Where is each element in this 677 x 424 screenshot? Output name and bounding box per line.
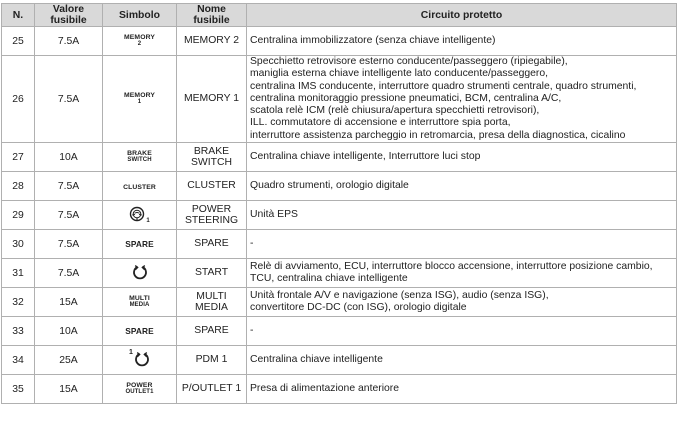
fuse-value: 10A xyxy=(35,317,103,346)
header-num: N. xyxy=(2,4,35,27)
fuse-value: 7.5A xyxy=(35,172,103,201)
table-row xyxy=(2,375,677,404)
header-nome: Nome fusibile xyxy=(177,4,247,27)
fuse-number: 25 xyxy=(2,27,35,56)
fuse-symbol xyxy=(103,27,177,56)
fuse-symbol: 1 xyxy=(103,201,177,230)
fuse-name: POWER STEERING xyxy=(177,201,247,230)
fuse-table xyxy=(1,3,677,404)
protected-circuit: Centralina chiave intelligente, Interruttore luci stop xyxy=(247,143,677,172)
power-cycle-icon xyxy=(134,351,150,367)
fuse-symbol xyxy=(103,230,177,259)
symbol-label: SPARE xyxy=(125,325,154,336)
fuse-number: 32 xyxy=(2,288,35,317)
fuse-number: 29 xyxy=(2,201,35,230)
protected-circuit: Unità EPS xyxy=(247,201,677,230)
fuse-name: P/OUTLET 1 xyxy=(177,375,247,404)
steering-wheel-icon xyxy=(129,206,145,222)
fuse-symbol xyxy=(103,346,177,375)
symbol-label: SPARE xyxy=(125,238,154,249)
fuse-name: BRAKE SWITCH xyxy=(177,143,247,172)
table-row xyxy=(2,27,677,56)
table-row xyxy=(2,346,677,375)
fuse-name: PDM 1 xyxy=(177,346,247,375)
fuse-name: CLUSTER xyxy=(177,172,247,201)
table-row xyxy=(2,172,677,201)
fuse-name: MEMORY 2 xyxy=(177,27,247,56)
table-row xyxy=(2,143,677,172)
table-row xyxy=(2,259,677,288)
symbol-label: CLUSTER xyxy=(123,183,156,191)
fuse-value: 10A xyxy=(35,143,103,172)
protected-circuit: Unità frontale A/V e navigazione (senza ISG), audio (senza ISG), convertitore DC-DC (con ISG), orologio digitale xyxy=(247,288,677,317)
header-simbolo: Simbolo xyxy=(103,4,177,27)
symbol-label: MEMORY 1 xyxy=(124,92,155,105)
fuse-number: 33 xyxy=(2,317,35,346)
symbol-label: MULTI MEDIA xyxy=(129,295,150,308)
fuse-number: 27 xyxy=(2,143,35,172)
fuse-value: 25A xyxy=(35,346,103,375)
fuse-name: SPARE xyxy=(177,230,247,259)
symbol-superscript: 1 xyxy=(129,348,133,356)
table-row xyxy=(2,230,677,259)
fuse-value: 7.5A xyxy=(35,259,103,288)
protected-circuit: Presa di alimentazione anteriore xyxy=(247,375,677,404)
protected-circuit: Relè di avviamento, ECU, interruttore blocco accensione, interruttore posizione cambio, TCU, centralina chiave intelligente xyxy=(247,259,677,288)
table-row xyxy=(2,56,677,143)
header-valore: Valore fusibile xyxy=(35,4,103,27)
power-cycle-icon xyxy=(132,264,148,280)
fuse-value: 7.5A xyxy=(35,27,103,56)
fuse-name: MEMORY 1 xyxy=(177,56,247,143)
protected-circuit: Centralina immobilizzatore (senza chiave intelligente) xyxy=(247,27,677,56)
fuse-number: 26 xyxy=(2,56,35,143)
table-row xyxy=(2,288,677,317)
symbol-label: POWER OUTLET1 xyxy=(125,382,154,395)
fuse-value: 15A xyxy=(35,375,103,404)
protected-circuit: - xyxy=(247,317,677,346)
fuse-name: MULTI MEDIA xyxy=(177,288,247,317)
fuse-value: 7.5A xyxy=(35,230,103,259)
protected-circuit: Centralina chiave intelligente xyxy=(247,346,677,375)
protected-circuit: Specchietto retrovisore esterno conducente/passeggero (ripiegabile), maniglia esterna chiave intelligente lato conducente/passeggero, centralina IMS conducente, interruttore quadro strumenti centrale, quadro strumenti, centralina monitoraggio pressione pneumatici, BCM, centralina A/C, scatola relè ICM (relè chiusura/apertura specchietti retrovisori), ILL. commutatore di accensione e interruttore spia porta, interruttore assistenza parcheggio in retromarcia, presa della diagnostica, cicalino xyxy=(247,56,677,143)
symbol-label: MEMORY 2 xyxy=(124,34,155,47)
table-row xyxy=(2,201,677,230)
table-header-row xyxy=(2,4,677,27)
fuse-symbol xyxy=(103,259,177,288)
fuse-number: 35 xyxy=(2,375,35,404)
fuse-symbol xyxy=(103,288,177,317)
fuse-symbol xyxy=(103,56,177,143)
fuse-value: 7.5A xyxy=(35,56,103,143)
fuse-symbol xyxy=(103,143,177,172)
table-row xyxy=(2,317,677,346)
fuse-value: 15A xyxy=(35,288,103,317)
fuse-symbol xyxy=(103,375,177,404)
protected-circuit: - xyxy=(247,230,677,259)
fuse-symbol xyxy=(103,172,177,201)
fuse-name: SPARE xyxy=(177,317,247,346)
protected-circuit: Quadro strumenti, orologio digitale xyxy=(247,172,677,201)
header-circuito: Circuito protetto xyxy=(247,4,677,27)
fuse-name: START xyxy=(177,259,247,288)
fuse-symbol xyxy=(103,317,177,346)
fuse-number: 31 xyxy=(2,259,35,288)
fuse-number: 30 xyxy=(2,230,35,259)
fuse-value: 7.5A xyxy=(35,201,103,230)
symbol-label: BRAKE SWITCH xyxy=(127,150,152,163)
fuse-number: 28 xyxy=(2,172,35,201)
fuse-number: 34 xyxy=(2,346,35,375)
